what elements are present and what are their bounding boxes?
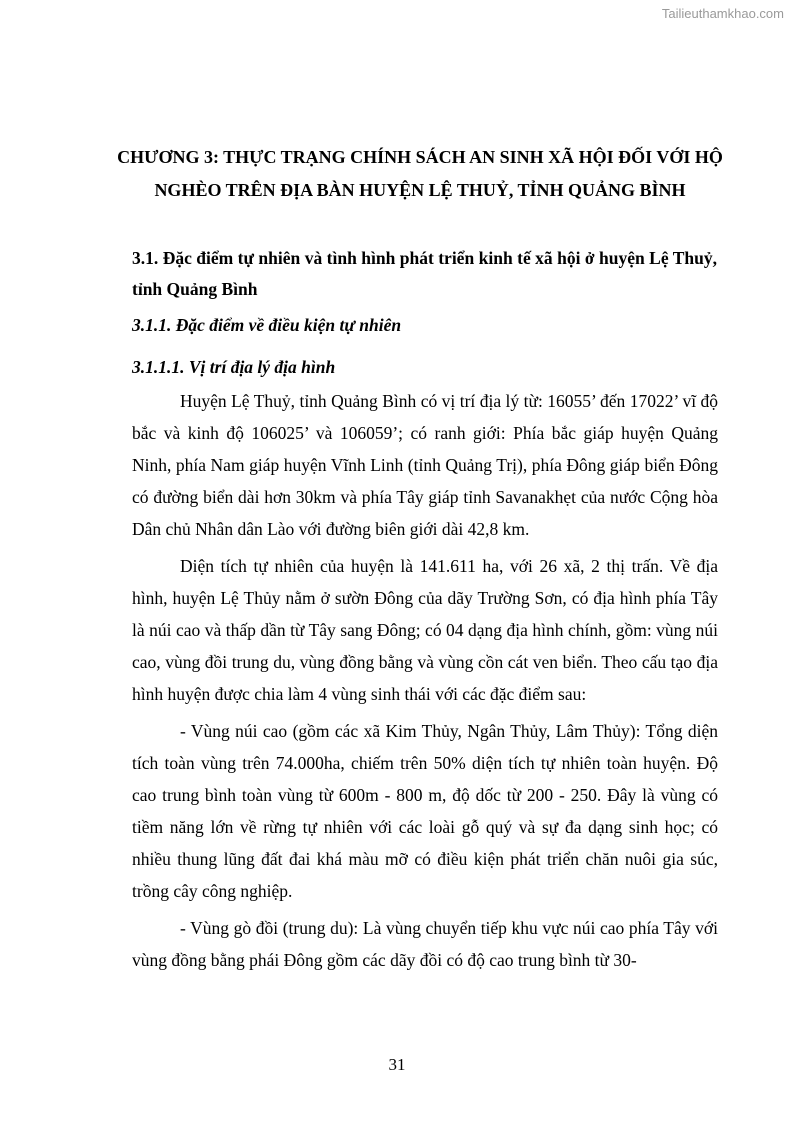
paragraph-terrain: Diện tích tự nhiên của huyện là 141.611 ha, với 26 xã, 2 thị trấn. Về địa hình, huyện Lệ Thủy nằm ở sườn Đông của dãy Trường Sơn, có địa hình phía Tây là núi cao và thấp dần từ Tây sang Đông; có 04 dạng địa hình chính, gồm: vùng núi cao, vùng đồi trung du, vùng đồng bằng và vùng cồn cát ven biển. Theo cấu tạo địa hình huyện được chia làm 4 vùng sinh thái với các đặc điểm sau: <box>132 556 718 704</box>
subsection-title: 3.1.1. Đặc điểm về điều kiện tự nhiên <box>132 315 402 335</box>
section-title: 3.1. Đặc điểm tự nhiên và tình hình phát triển kinh tế xã hội ở huyện Lệ Thuỷ, tỉnh Quảng Bình <box>132 248 717 299</box>
paragraph-highland-zone: - Vùng núi cao (gồm các xã Kim Thủy, Ngân Thủy, Lâm Thủy): Tổng diện tích toàn vùng trên 74.000ha, chiếm trên 50% diện tích tự nhiên toàn huyện. Độ cao trung bình toàn vùng từ 600m - 800 m, độ dốc từ 200 - 250. Đây là vùng có tiềm năng lớn về rừng tự nhiên với các loài gỗ quý và sự đa dạng sinh học; có nhiều thung lũng đất đai khá màu mỡ có điều kiện phát triển chăn nuôi gia súc, trồng cây công nghiệp. <box>132 721 718 901</box>
page-number: 31 <box>388 1055 406 1074</box>
paragraph-location: Huyện Lệ Thuỷ, tỉnh Quảng Bình có vị trí địa lý từ: 16055’ đến 17022’ vĩ độ bắc và kinh độ 106025’ và 106059’; có ranh giới: Phía bắc giáp huyện Quảng Ninh, phía Nam giáp huyện Vĩnh Linh (tỉnh Quảng Trị), phía Đông giáp biển Đông có đường biển dài hơn 30km và phía Tây giáp tỉnh Savanakhẹt của nước Cộng hòa Dân chủ Nhân dân Lào với đường biên giới dài 42,8 km. <box>132 391 718 539</box>
subsubsection-title: 3.1.1.1. Vị trí địa lý địa hình <box>132 357 336 377</box>
watermark: Tailieuthamkhao.com <box>661 6 784 21</box>
chapter-title: CHƯƠNG 3: THỰC TRẠNG CHÍNH SÁCH AN SINH XÃ HỘI ĐỐI VỚI HỘ NGHÈO TRÊN ĐỊA BÀN HUYỆN LỆ THUỶ, TỈNH QUẢNG BÌNH <box>117 147 723 200</box>
body-text <box>132 385 718 981</box>
paragraph-hill-zone: - Vùng gò đồi (trung du): Là vùng chuyển tiếp khu vực núi cao phía Tây với vùng đồng bằng phái Đông gồm các dãy đồi có độ cao trung bình từ 30- <box>132 918 718 970</box>
